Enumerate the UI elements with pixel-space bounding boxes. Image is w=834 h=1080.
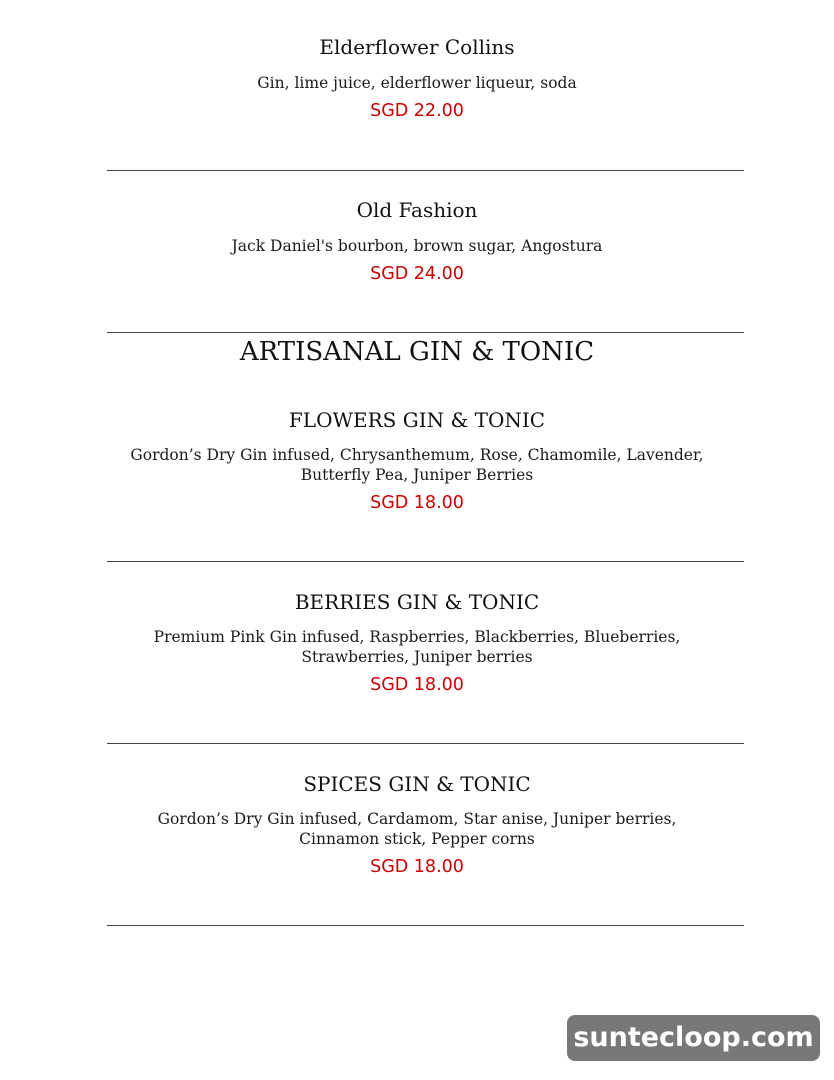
item-price: SGD 24.00 bbox=[370, 264, 464, 284]
watermark: suntecloop.com bbox=[567, 1015, 820, 1061]
item-description: Gordon’s Dry Gin infused, Cardamom, Star anise, Juniper berries, Cinnamon stick, Pepper corns bbox=[157, 810, 677, 848]
divider bbox=[107, 561, 744, 562]
item-price: SGD 18.00 bbox=[370, 675, 464, 695]
section-title: ARTISANAL GIN & TONIC bbox=[239, 337, 595, 367]
divider bbox=[107, 170, 744, 171]
item-name: FLOWERS GIN & TONIC bbox=[288, 408, 546, 432]
item-name: Old Fashion bbox=[356, 198, 478, 222]
item-description: Premium Pink Gin infused, Raspberries, Blackberries, Blueberries, Strawberries, Juniper berries bbox=[153, 628, 681, 666]
item-price: SGD 18.00 bbox=[370, 857, 464, 877]
divider bbox=[107, 332, 744, 333]
item-price: SGD 18.00 bbox=[370, 493, 464, 513]
item-name: Elderflower Collins bbox=[319, 35, 515, 59]
divider bbox=[107, 925, 744, 926]
item-name: SPICES GIN & TONIC bbox=[303, 772, 531, 796]
item-description: Gin, lime juice, elderflower liqueur, soda bbox=[257, 74, 577, 92]
item-description: Gordon’s Dry Gin infused, Chrysanthemum, Rose, Chamomile, Lavender, Butterfly Pea, Juniper Berries bbox=[130, 446, 704, 484]
item-price: SGD 22.00 bbox=[370, 101, 464, 121]
item-name: BERRIES GIN & TONIC bbox=[294, 590, 540, 614]
item-description: Jack Daniel's bourbon, brown sugar, Angostura bbox=[231, 237, 603, 255]
divider bbox=[107, 743, 744, 744]
